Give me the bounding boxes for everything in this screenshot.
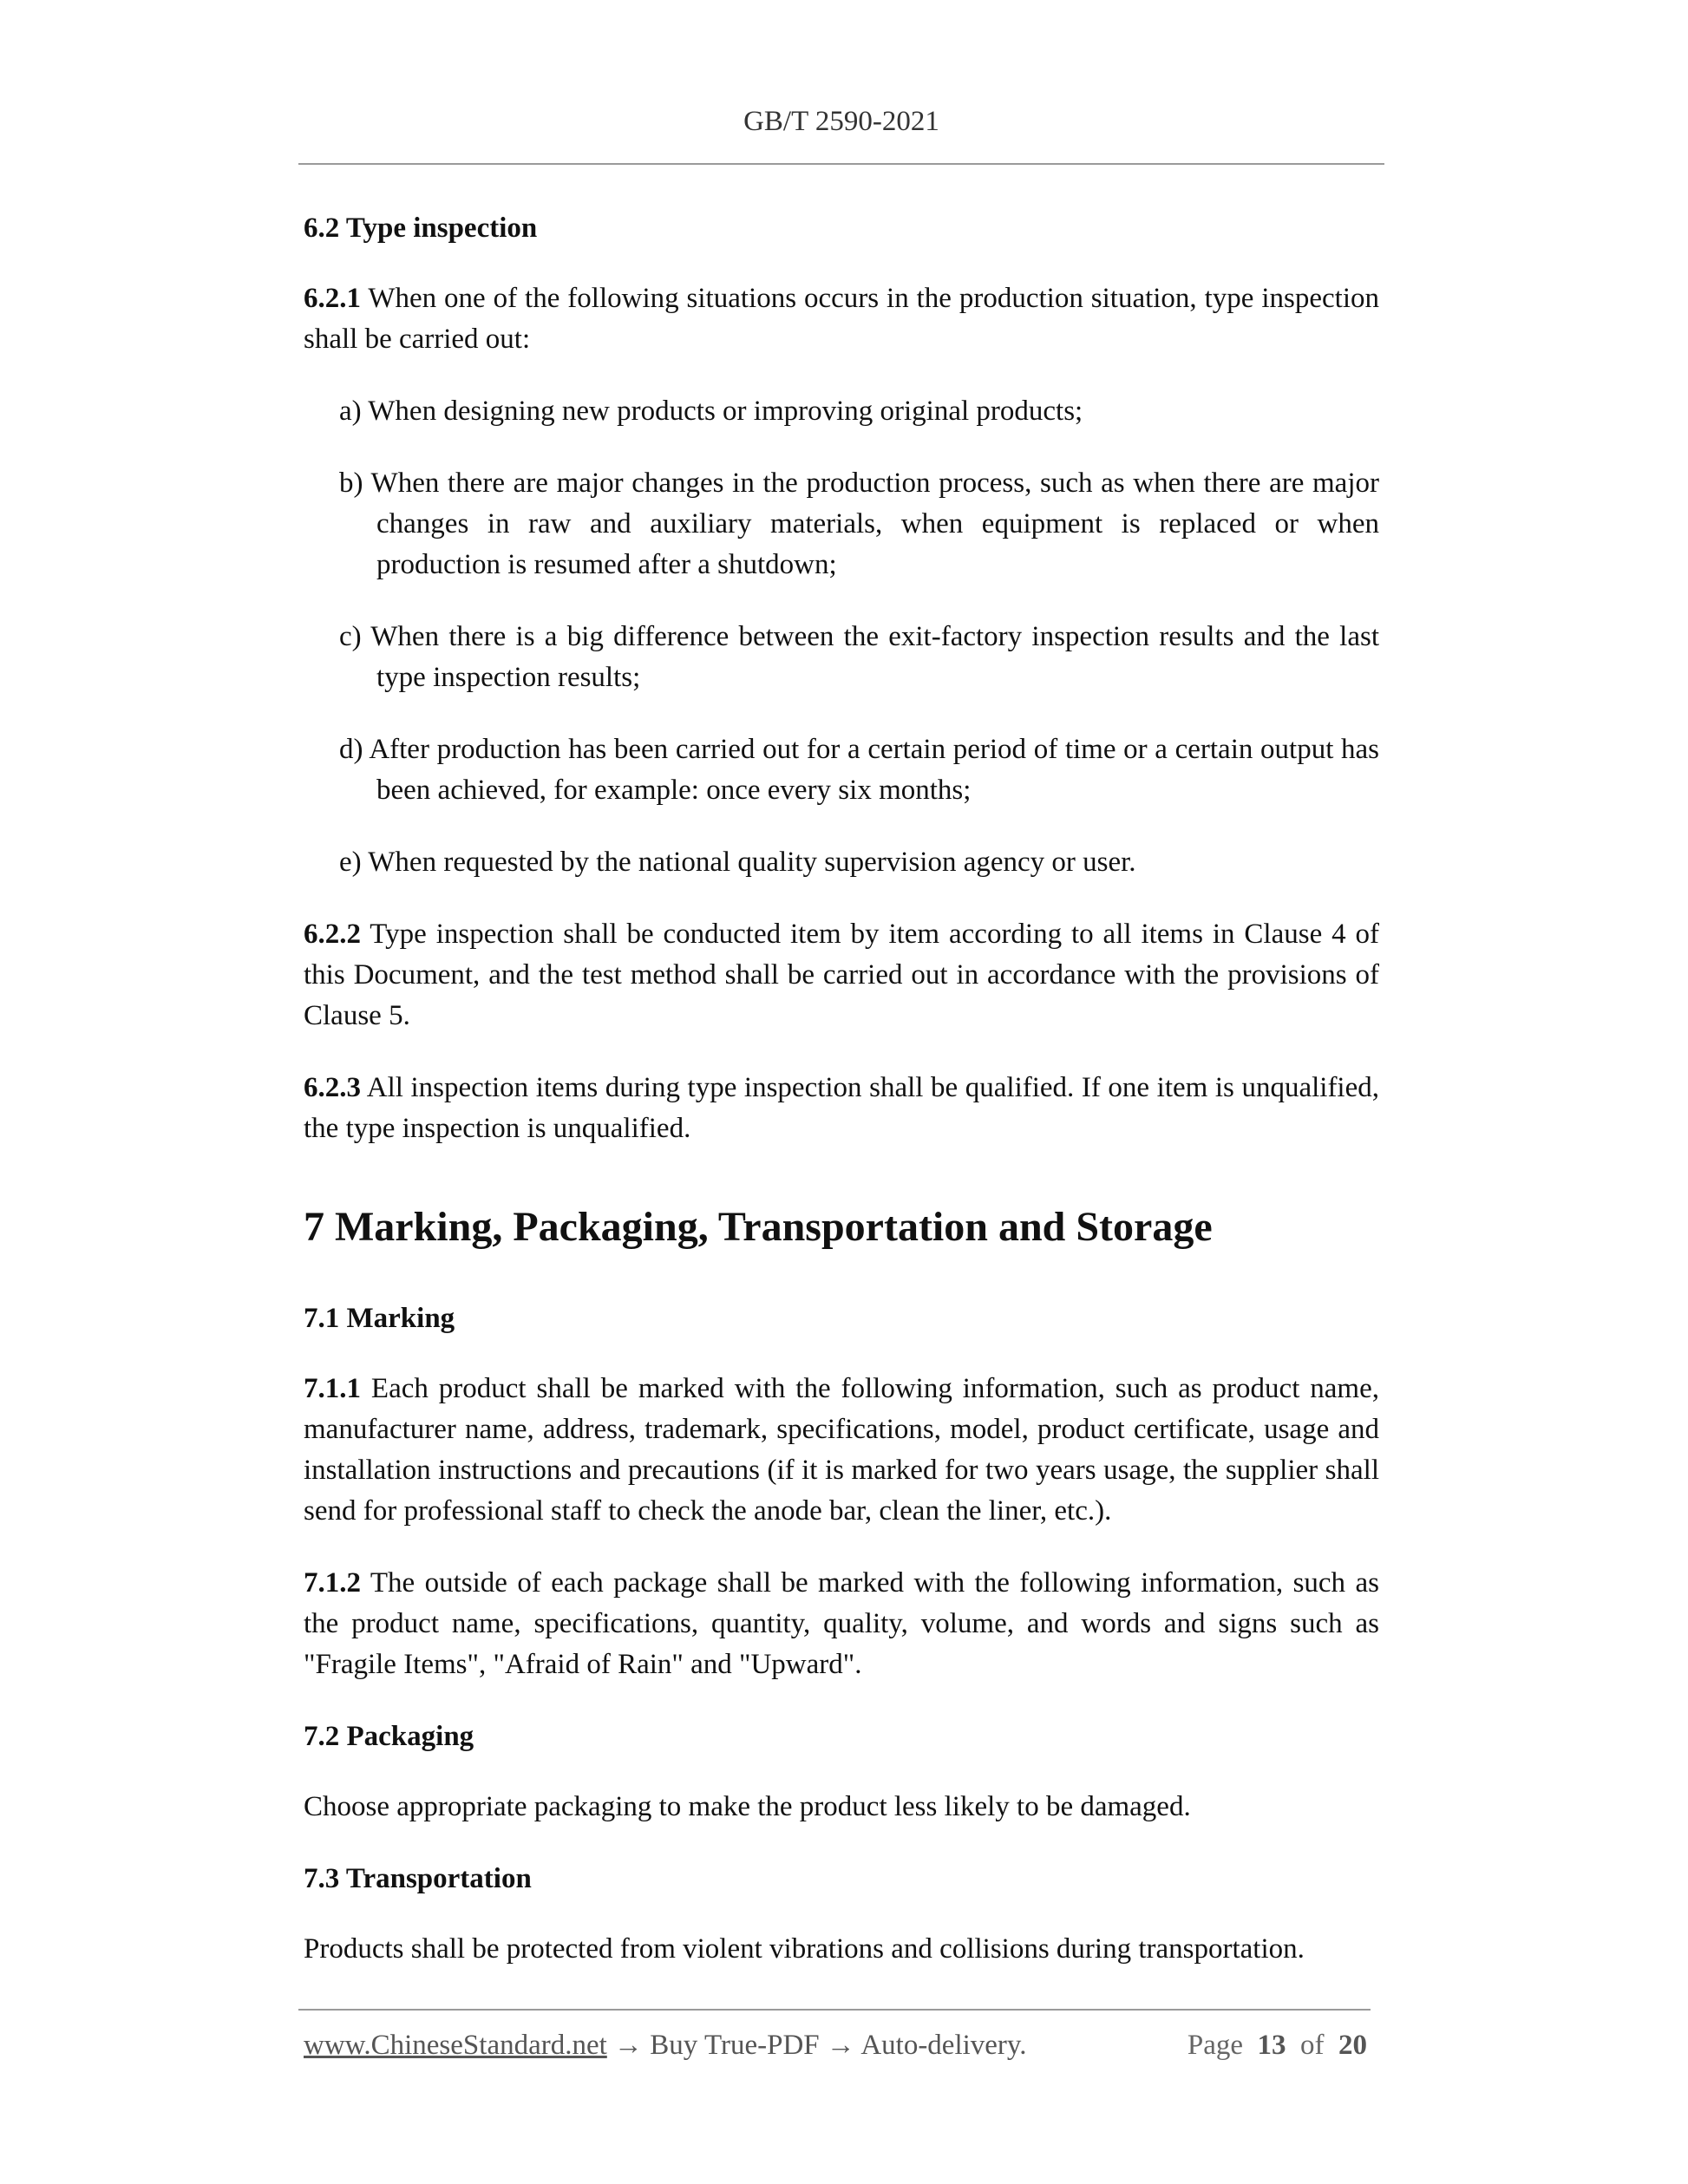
chapter-heading-7: 7 Marking, Packaging, Transportation and Storage bbox=[304, 1204, 1213, 1250]
footer-divider bbox=[298, 2009, 1371, 2011]
list-item-d: d) After production has been carried out for a certain period of time or a certain output has been achieved, for example: once every six months; bbox=[339, 734, 1379, 806]
list-item-a: a) When designing new products or improving original products; bbox=[339, 396, 1083, 427]
page-total: 20 bbox=[1338, 2030, 1367, 2061]
page-number: 13 bbox=[1257, 2030, 1286, 2061]
clause-number: 6.2.2 bbox=[304, 919, 361, 950]
clause-number: 6.2.1 bbox=[304, 283, 361, 314]
auto-delivery-text: Auto-delivery. bbox=[860, 2030, 1027, 2061]
clause-text: Type inspection shall be conducted item by item according to all items in Clause 4 of this Document, and the test method shall be carried out in accordance with the provisions of Clause 5. bbox=[304, 919, 1379, 1031]
website-link[interactable]: www.ChineseStandard.net bbox=[304, 2030, 607, 2061]
arrow-right-icon: → bbox=[826, 2030, 855, 2061]
clause-7-1-1 bbox=[304, 1369, 1379, 1532]
clause-6-2-3 bbox=[304, 1068, 1379, 1149]
clause-text: Each product shall be marked with the following information, such as product name, manufacturer name, address, trademark, specifications, model, product certificate, usage and installation instructions and precautions (if it is marked for two years usage, the supplier shall send for professional staff to check the anode bar, clean the liner, etc.). bbox=[304, 1373, 1379, 1527]
clause-text: The outside of each package shall be marked with the following information, such as the product name, specifications, quantity, quality, volume, and words and signs such as "Fragile Items", "Afraid of Rain" and "Upward". bbox=[304, 1567, 1379, 1680]
footer-links bbox=[304, 2030, 1027, 2062]
clause-number: 6.2.3 bbox=[304, 1072, 361, 1103]
arrow-right-icon: → bbox=[614, 2030, 644, 2061]
section-heading-6-2: 6.2 Type inspection bbox=[304, 213, 538, 244]
page-label: Page bbox=[1187, 2030, 1243, 2061]
paragraph-packaging: Choose appropriate packaging to make the product less likely to be damaged. bbox=[304, 1791, 1191, 1822]
clause-text: All inspection items during type inspection shall be qualified. If one item is unqualified, the type inspection is unqualified. bbox=[304, 1072, 1379, 1144]
document-body bbox=[304, 208, 1379, 2001]
section-heading-7-3: 7.3 Transportation bbox=[304, 1863, 532, 1894]
clause-6-2-2 bbox=[304, 914, 1379, 1036]
of-label: of bbox=[1300, 2030, 1325, 2061]
clause-number: 7.1.2 bbox=[304, 1567, 361, 1599]
page-header bbox=[298, 106, 1384, 138]
section-heading-7-1: 7.1 Marking bbox=[304, 1303, 455, 1334]
section-heading-7-2: 7.2 Packaging bbox=[304, 1721, 474, 1752]
clause-7-1-2 bbox=[304, 1563, 1379, 1685]
list-item-c: c) When there is a big difference between the exit-factory inspection results and the last type inspection results; bbox=[339, 621, 1379, 693]
page-indicator bbox=[1187, 2030, 1367, 2062]
document-code: GB/T 2590-2021 bbox=[743, 106, 939, 137]
list-item-e: e) When requested by the national quality supervision agency or user. bbox=[339, 847, 1136, 878]
clause-number: 7.1.1 bbox=[304, 1373, 361, 1404]
clause-6-2-1 bbox=[304, 278, 1379, 360]
list-item-b: b) When there are major changes in the production process, such as when there are major changes in raw and auxiliary materials, when equipment is replaced or when production is resumed after a shutdown; bbox=[339, 468, 1379, 580]
clause-text: When one of the following situations occurs in the production situation, type inspection shall be carried out: bbox=[304, 283, 1379, 355]
header-divider bbox=[298, 163, 1384, 165]
paragraph-transportation: Products shall be protected from violent vibrations and collisions during transportation. bbox=[304, 1933, 1305, 1965]
buy-pdf-text: Buy True-PDF bbox=[650, 2030, 820, 2061]
